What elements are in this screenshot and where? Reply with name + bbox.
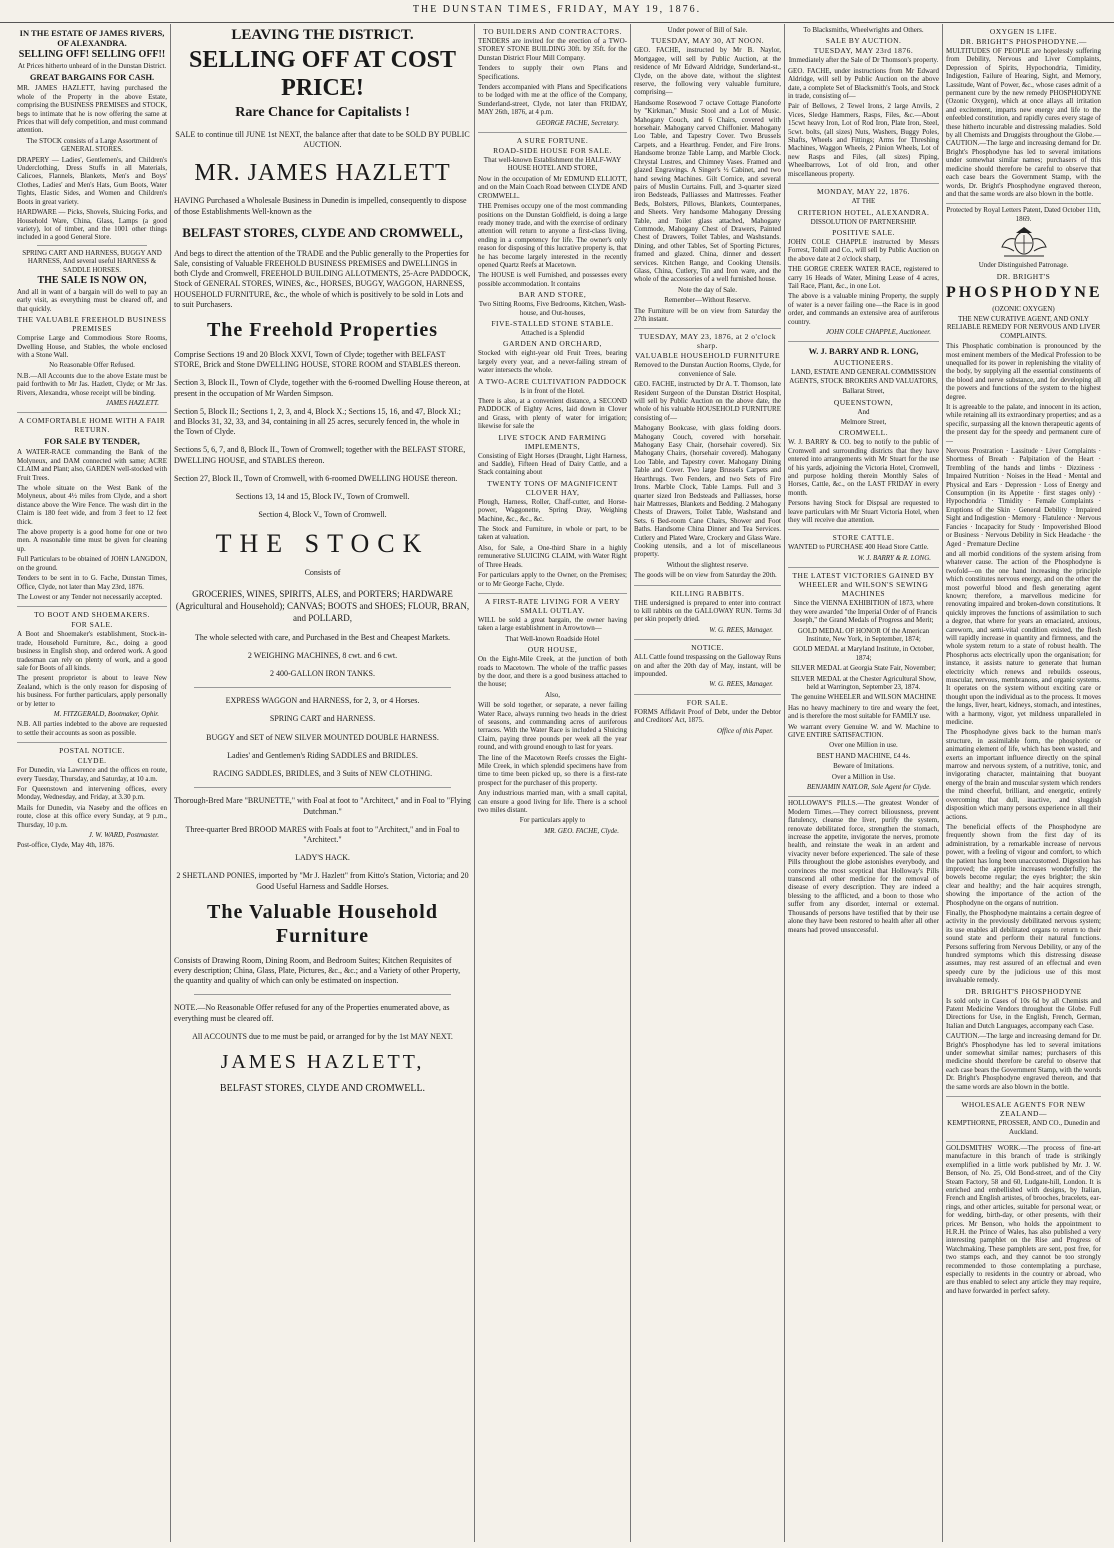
ad-text: AT THE [851, 197, 876, 206]
ad-subheading: VALUABLE HOUSEHOLD FURNITURE [634, 351, 781, 361]
ad-subheading: CLYDE. [77, 756, 107, 766]
ad-title: TUESDAY, MAY 23, 1876, at 2 o'clock sharp. [638, 332, 777, 351]
ad-text: GEO. FACHE, under instructions from Mr Edward Aldridge, will sell by Public Auction on the above date, a complete Set of Blacksmith's Tools, and Stock in trade, consisting of— [788, 66, 939, 101]
ad-text: Also, for Sale, a One-third Share in a highly remunerative SLUICING CLAIM, with Water Right of Three Heads. [478, 543, 627, 569]
boot-ad [17, 607, 167, 743]
ad-headline: THE STOCK [215, 529, 430, 559]
ad-text: HARDWARE — Picks, Shovels, Sluicing Forks, and Household Ware, China, Glass, Lamps (a good variety), lot of timber, and the 1001 other things included in a good General Store. [17, 208, 167, 242]
ad-text: The Stock and Furniture, in whole or part, to be taken at valuation. [478, 525, 627, 542]
ad-text: The above property is a good home for one or two men. A reasonable time must be given for cleaning up. [17, 528, 167, 553]
ad-title: NOTICE. [691, 643, 724, 653]
ad-title: MONDAY, MAY 22, 1876. [817, 187, 910, 197]
blacksmith-ad [788, 24, 939, 184]
ad-text: Thorough-Bred Mare "BRUNETTE," with Foal at foot to "Architect," and in Foal to "Flying Dutchman." [174, 796, 471, 816]
ad-text: N.B. All parties indebted to the above are requested to settle their accounts as soon as possible. [17, 720, 167, 737]
ad-title: THE LATEST VICTORIES GAINED BY WHEELER and WILSON'S SEWING MACHINES [792, 571, 935, 599]
ad-text: Pair of Bellows, 2 Tewel Irons, 2 large Anvils, 2 Vices, Sledge Hammers, Rasps, Files, &c.—About 15cwt heavy Iron, Lot of Rod Iron, Plate Iron, Steel, 5cwt. bolts, (all sizes) Nuts, Washers, Buggy Poles, Shafts, Wheels and Fittings; Arms for Threshing Machines, Waggon Wheels, 2 Pinion Wheels, Lot of new Rasps and Files, (all sizes) Piping, Wheelbarrows, Lot of old Iron, and other miscellaneous property. [788, 102, 939, 178]
our-house-ad [478, 594, 627, 840]
ad-text: MULTITUDES OF PEOPLE are hopelessly suffering from Debility, Nervous and Liver Complaints, Depression of Spirits, Hypochondria, Timidity, Indigestion, Failure of Hearing, Sight, and Memory, Lassitude, Want of Power, &c., whose cases admit of a permanent cure by the new remedy PHOSPHODYNE (Ozonic Oxygen), which at once allays all irritation and excitement, imparts new energy and life to the enfeebled constitution, and rapidly cures every stage of these hitherto incurable and distressing maladies. Sold by all Chemists and Druggists throughout the Globe.—CAUTION.—The large and increasing demand for Dr. Bright's Phosphodyne has led to several imitations under somewhat similar names; purchasers of this medicine should therefore be careful to observe that each case bears the Government Stamp, with the words, Dr. Bright's Phosphodyne engraved thereon, and that the same words are also blown in the bottle. [946, 47, 1101, 198]
ad-title: STORE CATTLE. [832, 533, 895, 543]
ad-text: W. J. BARRY & CO. beg to notify to the public of Cromwell and surrounding districts that they have entered into arrangements with Mr Stuart for the use of his yards, adjoining the Victoria Hotel, Cromwell, and purpose holding therein Monthly Sales of Horses, Cattle, &c., on the LAST FRIDAY in every month. [788, 438, 939, 497]
ad-text: The goods will be on view from Saturday the 20th. [634, 571, 777, 580]
ad-text: SALE to continue till JUNE 1st NEXT, the balance after that date to be SOLD BY PUBLIC AUCTION. [175, 130, 470, 150]
ad-text: Three-quarter Bred BROOD MARES with Foals at foot to "Architect," and in Foal to "Architect." [185, 824, 460, 844]
forms-ad [634, 695, 781, 740]
ad-title: WHOLESALE AGENTS FOR NEW ZEALAND— [961, 1100, 1086, 1119]
masthead: THE DUNSTAN TIMES, FRIDAY, MAY 19, 1876. [0, 0, 1114, 23]
barry-long-ad [788, 342, 939, 530]
ad-text: THE NEW CURATIVE AGENT, AND ONLY RELIABLE REMEDY FOR NERVOUS AND LIVER COMPLAINTS. [946, 314, 1101, 340]
ad-subheading: QUEENSTOWN, [833, 397, 894, 407]
ad-subheading: DR. BRIGHT'S PHOSPHODYNE [965, 986, 1082, 996]
ad-text: BEST HAND MACHINE, £4 4s. [816, 751, 911, 760]
postal-notice [17, 743, 167, 855]
ad-text: LAND, ESTATE AND GENERAL COMMISSION AGENTS, STOCK BROKERS AND VALUATORS, [789, 368, 938, 385]
ad-text: That well-known Establishment the HALF-WAY HOUSE HOTEL AND STORE, [483, 156, 622, 173]
ad-text: Mahogany Bookcase, with glass folding doors. Mahogany Couch, covered with horsehair. Mahogany Easy Chair, (horsehair covered). Six Mahogany Chairs, (horsehair covered). Mahogany Loo Table, and Tapestry cover. Mahogany Dining Table and Cover. Two large Brussels Carpets and Hearthrugs. Two Fenders, and two Sets of Fire Irons. Marble Clock, Table Lamps. Full and 3 quarter sized Iron Bedsteads and Palliasses, horse hair Mattresses, Blankets and Bedding. 2 Mahogany Chests of Drawers, Toilet Table, Washstand and Sets. 6 Bed-room Cane Chairs, Shower and Foot Baths. Handsome China Dinner and Tea Services. Cutlery and Plated Ware, Crockery and Glass Ware. Cooking utensils, and a lot of miscellaneous property. [634, 424, 781, 559]
ad-subheading: A TWO-ACRE CULTIVATION PADDOCK [478, 376, 627, 386]
ad-subheading: AUCTIONEERS. [833, 358, 894, 368]
ad-subheading: CRITERION HOTEL, ALEXANDRA. [797, 207, 930, 217]
ad-text: FORMS Affidavit Proof of Debt, under the Debtor and Creditors' Act, 1875. [634, 707, 781, 725]
ad-text: 2 SHETLAND PONIES, imported by "Mr J. Hazlett" from Kitto's Station, Victoria; and 20 Good Useful Harness and Saddle Horses. [176, 871, 469, 891]
ad-headline: MR. JAMES HAZLETT [194, 160, 451, 187]
ad-title: TO BUILDERS AND CONTRACTORS. [483, 27, 622, 36]
ad-subheading: FOR SALE. [71, 620, 113, 630]
ad-text: The genuine WHEELER and WILSON MACHINE [791, 693, 936, 702]
ad-text: Comprise Large and Commodious Store Rooms, Dwelling House, and Stables, the whole enclosed with a Stone Wall. [17, 334, 167, 359]
ad-signature: W. G. REES, Manager. [709, 680, 773, 689]
ad-text: Note the day of Sale. [678, 285, 737, 294]
ad-text: The STOCK consists of a Large Assortment of GENERAL STORES. [26, 136, 158, 154]
ad-text: RACING SADDLES, BRIDLES, and 3 Suits of NEW CLOTHING. [212, 769, 433, 779]
ad-title: FOR SALE. [686, 697, 729, 707]
ad-title: A COMFORTABLE HOME WITH A FAIR RETURN. [18, 416, 166, 435]
ad-text: Mails for Dunedin, via Naseby and the offices en route, close at this office every Sunday, at 9 p.m., Thursday, 10 p.m. [17, 803, 167, 829]
column-1 [14, 24, 170, 1542]
column-4 [630, 24, 784, 1542]
ad-text: Is in front of the Hotel. [520, 386, 585, 395]
ad-text: Remember—Without Reserve. [664, 296, 751, 305]
ad-subheading: OUR HOUSE, [527, 645, 578, 655]
ad-subheading: LIVE STOCK AND FARMING IMPLEMENTS, [498, 432, 607, 451]
ad-text: And begs to direct the attention of the TRADE and the Public generally to the Properties for Sale, consisting of Valuable FREEHOLD BUSINESS PREMISES and DWELLINGS in both Clyde and Cromwell, FREEHOLD BUILDING ALLOTMENTS, 25-Acre PADDOCK, Stock of GENERAL STORES, WINES, &c., HORSES, BUGGY, WAGGON, HARNESS, HOUSEHOLD FURNITURE, &c., the whole of which is positively to be sold in Lots and to suit Purchasers. [174, 248, 471, 309]
ad-text: And [857, 407, 870, 416]
ad-text: A Boot and Shoemaker's establishment, Stock-in-trade, Household Furniture, &c., doing a good business in English shop, and ordered work. A good tradesman can rely on plenty of work, and a good sale for Boots of all kinds. [17, 630, 167, 672]
ad-subheading: GARDEN AND ORCHARD, [503, 339, 602, 349]
ad-text: CAUTION.—The large and increasing demand for Dr. Bright's Phosphodyne has led to several imitations under somewhat similar names; purchasers of this medicine should therefore be careful to observe that each case bears the Government Stamp, with the words Dr. Bright's Phosphodyne engraved thereon, and that the same words are also blown in the bottle. [946, 1032, 1101, 1091]
ad-signature: W. G. REES, Manager. [709, 625, 773, 634]
ad-headline: BELFAST STORES, CLYDE AND CROMWELL, [182, 224, 463, 240]
ad-signature: Office of this Paper. [717, 726, 773, 735]
ad-text: WILL be sold a great bargain, the owner having taken a large establishment in Arrowtown— [478, 615, 627, 633]
ad-subheading: THE VALUABLE FREEHOLD BUSINESS PREMISES [17, 315, 167, 334]
ad-subheading: CROMWELL. [838, 428, 889, 438]
holloway-ad [788, 797, 939, 939]
ad-title: KILLING RABBITS. [670, 588, 745, 598]
ad-text: Full Particulars to be obtained of JOHN LANGDON, on the ground. [17, 555, 167, 572]
ad-text: Immediately after the Sale of Dr Thomson's property. [788, 56, 939, 65]
ad-text: Section 5, Block II.; Sections 1, 2, 3, and 4, Block X.; Sections 15, 16, and 47, Block XI.; and Blocks 31, 32, 33, and 34, containing in all 25 acres, securely fenced in, the whole in the Town of Clyde. [174, 406, 461, 437]
ad-text: Tenders accompanied with Plans and Specifications to be lodged with me at the office of the Company, Sunderland-street, Clyde, not later than FRIDAY, MAY 26th, 1876, at 4 p.m. [478, 83, 627, 117]
ad-text: SPRING CART and HARNESS. [269, 714, 376, 724]
ad-text: Consisting of Eight Horses (Draught, Light Harness, and Saddle), Fifteen Head of Dairy Cattle, and a Stack containing about [478, 451, 627, 477]
store-cattle-ad [788, 530, 939, 568]
ad-text: Sections 5, 6, 7, and 8, Block II., Town of Cromwell; together with the BELFAST STORE, DWELLING HOUSE, and STABLES thereon. [174, 445, 466, 465]
ad-subheading: BAR AND STORE, [518, 290, 587, 300]
ad-text: On the Eight-Mile Creek, at the junction of both roads to Macetown. The whole of the traffic passes by the door, and there is a good business attached to the house; [478, 655, 627, 689]
ad-text: The whole selected with care, and Purchased in the Best and Cheapest Markets. [194, 632, 451, 642]
ad-signature: GEORGE FACHE, Secretary. [536, 118, 619, 127]
ad-headline: Rare Chance for Capitalists ! [235, 105, 410, 120]
criterion-ad [788, 184, 939, 342]
ad-text: The beneficial effects of the Phosphodyne are frequently shown from the first day of its administration, by a remarkable increase of nervous power, with a feeling of vigour and comfort, to which the patient has long been unaccustomed. Digestion has improved; the appetite increases wonderfully; the bowels become regular; the eyes brighter; the skin clear and healthy; and the hair acquires strength, showing the importance of the action of the Phosphodyne on the organs of nutrition. [946, 822, 1101, 907]
ad-text: For Queenstown and intervening offices, every Monday, Wednesday, and Friday, at 3.30 p.m. [17, 785, 167, 802]
ad-text: GOLD MEDAL OF HONOR Of the American Institute, New York, in September, 1874; [797, 626, 930, 643]
ad-signature: J. W. WARD, Postmaster. [88, 831, 159, 840]
ad-text: The Furniture will be on view from Saturday the 27th instant. [634, 306, 781, 323]
ad-title: W. J. BARRY AND R. LONG, [808, 346, 919, 357]
ad-text: For particulars apply to [519, 816, 586, 825]
ad-text: THE Premises occupy one of the most commanding positions on the Dunstan Goldfield, is doing a large ready money trade, and with the exercise of ordinary attention will return to anyone a first-class living, ending in a competency for life. The owner's only reason for disposing of this lucrative property is, that he has become largely interested in the recently opened Quartz Reefs at Macetown. [478, 202, 627, 269]
phosphodyne-main-ad [946, 204, 1101, 1097]
ad-text: N.B.—All Accounts due to the above Estate must be paid forthwith to Mr Jas. Hazlett, Clyde; or Mr Jas. Rivers, Alexandra, whose receipt will be binding. [17, 371, 167, 397]
ad-text: Consists of Drawing Room, Dining Room, and Bedroom Suites; Kitchen Requisites of every description; China, Glass, Plate, Pictures, &c., &c.; and a Variety of other Property, the quantity and quality of which can only be estimated on inspection. [174, 955, 461, 986]
column-3 [474, 24, 630, 1542]
ad-title: LEAVING THE DISTRICT. [231, 27, 414, 43]
ad-text: Plough, Harness, Roller, Chaff-cutter, and Horse-power, Waggonette, Spring Dray, Weighing Machine, &c., &c., &c. [478, 497, 627, 523]
wheeler-wilson-ad [788, 568, 939, 797]
ad-text: There is also, at a convenient distance, a SECOND PADDOCK of Eighty Acres, laid down in Clover and Grass, with plenty of water for irrigation; likewise for sale the [478, 397, 627, 431]
ad-signature: JAMES HAZLETT. [105, 399, 159, 407]
royal-crest-icon [994, 225, 1054, 259]
ad-text: WANTED to PURCHASE 400 Head Store Cattle. [788, 543, 929, 552]
ad-text: BUGGY and SET of NEW SILVER MOUNTED DOUBLE HARNESS. [206, 732, 439, 742]
ad-text: THE GORGE CREEK WATER RACE, registered to carry 16 Heads of Water, Mining Lease of 4 acres, Tail Race, Plant, &c., in one Lot. [788, 265, 939, 290]
ad-text: The Lowest or any Tender not necessarily accepted. [17, 592, 163, 601]
ad-text: GROCERIES, WINES, SPIRITS, ALES, and PORTERS; HARDWARE (Agricultural and Household); CANVAS; BOOTS and SHOES; FLOUR, BRAN, and POLLARD, [175, 588, 470, 623]
phosphodyne-ad [946, 24, 1101, 204]
ad-text: At Prices hitherto unheard of in the Dunstan District. [17, 62, 167, 70]
ad-text: The line of the Macetown Reefs crosses the Eight-Mile Creek, in which splendid specimens have from time to time been picked up, so there is a first-rate prospect for the purchaser of this property. [478, 753, 627, 787]
ad-text: Beware of Imitations. [833, 762, 894, 771]
ad-text: JOHN COLE CHAPPLE instructed by Messrs Forrest, Tohill and Co., will sell by Public Auction on the above date at 2 o'clock sharp, [788, 237, 939, 263]
ad-text: DISSOLUTION OF PARTNERSHIP. [810, 217, 917, 226]
ad-headline: PHOSPHODYNE [946, 283, 1103, 301]
ad-text: For Dunedin, via Lawrence and the offices en route, every Tuesday, Thursday, and Saturday, at 10 a.m. [17, 766, 167, 783]
ad-text: Comprise Sections 19 and 20 Block XXVI, Town of Clyde; together with BELFAST STORE, Brick and Stone DWELLING HOUSE, STORE ROOM and STABLES thereon. [174, 350, 461, 370]
ad-text: The whole situate on the West Bank of the Molyneux, about 4½ miles from Clyde, and a short distance above the Wire Fence. The wash dirt in the Claim is 180 feet wide, and from 3 feet to 12 feet thick. [17, 484, 167, 526]
ad-subheading: DR. BRIGHT'S PHOSPHODYNE.— [960, 37, 1087, 46]
ad-title: POSTAL NOTICE. [59, 746, 125, 756]
ad-text: The Phosphodyne gives back to the human man's structure, in assimilable form, the phosphoric or animating element of life, which has been wasted, and exerts an important influence directly on the spinal marrow and nervous system, of a nutritive, tonic, and invigorating character, maintaining that buoyant energy of the brain and muscular system which renders the mind cheerful, brilliant, and energetic, entirely overcoming that dull, inactive, and sluggish disposition which many persons experience in all their actions. [946, 728, 1101, 821]
ad-title: SALE BY AUCTION. [825, 36, 902, 46]
ad-text: Sections 13, 14 and 15, Block IV., Town of Cromwell. [235, 492, 410, 502]
ad-text: Melmore Street, [840, 418, 887, 426]
ad-signature: MR. GEO. FACHE, Clyde. [544, 826, 619, 835]
ad-text: KEMPTHORNE, PROSSER, AND CO., Dunedin and Auckland. [947, 1119, 1100, 1136]
ad-text: Without the slightest reserve. [666, 560, 749, 569]
ad-headline: SELLING OFF AT COST PRICE! [189, 47, 456, 101]
ad-text: Attached is a Splendid [520, 328, 585, 337]
ad-text: Section 3, Block II., Town of Clyde, together with the 6-roomed Dwelling House thereon, at present in the occupation of Mr Warden Simpson. [174, 378, 470, 398]
ad-headline: The Valuable Household Furniture [207, 900, 438, 947]
ad-text: GOLDSMITHS' WORK.—The process of fine-art manufacture in this branch of trade is strikingly exemplified in a little work published by Mr. J. W. Benson, of No. 25, Old Bond-street, and of the City Steam Factory, 58 and 60, Ludgate-hill, London. It is enriched and embellished with designs, by Italian, French and English artistes, of brooches, bracelets, ear-rings, and other articles, suitable for personal wear, or for wedding, birth-day, or other presents, with their prices. Mr Benson, who holds the appointment to H.R.H. the Prince of Wales, has also published a very interesting pamphlet on the Rise and Progress of Watchmaking. These pamphlets are sent, post free, for two stamps each, and they cannot be too strongly recommended to those contemplating a purchase, especially to residents in the country or abroad, who are thus enabled to select any article they may require, and have forwarded in perfect safety. [946, 1143, 1101, 1295]
ad-title: A SURE FORTUNE. [516, 136, 589, 146]
ad-text: NOTE.—No Reasonable Offer refused for any of the Properties enumerated above, as everything must be cleared off. [174, 1003, 450, 1023]
ad-title: TO BOOT AND SHOEMAKERS. [34, 610, 150, 620]
ad-headline: THE SALE IS NOW ON, [37, 274, 147, 286]
ad-signature: BENJAMIN NAYLOR, Sole Agent for Clyde. [806, 783, 931, 791]
ad-text: That Well-known Roadside Hotel [505, 634, 600, 643]
ad-text: It is agreeable to the palate, and innocent in its action, while retaining all its extraordinary properties; and as a specific, surpassing all the known therapeutic agents of the present day for the speedy and permanent cure of— [946, 403, 1101, 445]
ad-text: 2 400-GALLON IRON TANKS. [270, 669, 375, 679]
ad-text: Stocked with eight-year old Fruit Trees, bearing largely every year, and a never-failing stream of water intersects the whole. [478, 349, 627, 375]
rivers-estate-ad [17, 24, 167, 413]
ad-text: For particulars apply to the Owner, on the Premises; or to Mr George Fache, Clyde. [478, 571, 627, 588]
ad-text: Removed to the Dunstan Auction Rooms, Clyde, for convenience of Sale. [634, 361, 781, 378]
ad-text: Consists of [304, 568, 341, 578]
ad-text: Ladies' and Gentlemen's Riding SADDLES and BRIDLES. [227, 750, 418, 760]
ad-subheading: TUESDAY, MAY 23rd 1876. [813, 46, 914, 56]
ad-text: Section 4, Block V., Town of Cromwell. [258, 510, 387, 520]
ad-signature: W. J. BARRY & R. LONG. [857, 553, 931, 562]
ad-text: Under power of Bill of Sale. [667, 26, 748, 34]
ad-text: LADY'S HACK. [295, 853, 350, 863]
ad-text: Tenders to be sent in to G. Fache, Dunstan Times, Office, Clyde, not later than May 23rd, 1876. [17, 574, 167, 591]
ad-headline: The Freehold Properties [206, 319, 439, 342]
ad-signature: BELFAST STORES, CLYDE AND CROMWELL. [219, 1082, 426, 1094]
ad-text: TENDERS are invited for the erection of a TWO-STOREY STONE BUILDING 30ft. by 35ft. for the Dunstan District Flour Mill Company. [478, 37, 627, 62]
ad-subheading: DR. BRIGHT'S [996, 271, 1051, 281]
ad-text: The present proprietor is about to leave New Zealand, which is the only reason for disposing of his business. For further particulars, apply personally or by letter to [17, 674, 167, 708]
ad-signature: JAMES HAZLETT, [220, 1050, 425, 1073]
ad-signature: M. FITZGERALD, Bootmaker, Ophir. [53, 709, 159, 718]
column-2 [170, 24, 474, 1542]
ad-subheading: ROAD-SIDE HOUSE FOR SALE. [493, 146, 612, 156]
ad-text: DRAPERY — Ladies', Gentlemen's, and Children's Underclothing, Dress Stuffs in all Materials, Calicoes, Flannels, Blankets, Men's and Boys' Clothes, Ladies' and Men's Hats, Gum Boots, Water Tights, Elastic Sides, and Women and Children's Boots in great variety. [17, 155, 167, 206]
ad-text: (OZONIC OXYGEN) [992, 304, 1055, 313]
ad-text: Has no heavy machinery to tire and weary the feet, and is therefore the most suitable for FAMILY use. [788, 703, 939, 721]
naylor-sale-ad [634, 24, 781, 329]
ad-text: SILVER MEDAL at Georgia State Fair, November; [791, 664, 936, 673]
ad-text: Over a Million in Use. [831, 772, 896, 781]
rabbits-ad [634, 586, 781, 641]
ad-text: Two Sitting Rooms, Five Bedrooms, Kitchen, Wash-house, and Out-houses, [478, 300, 627, 317]
ad-text: Now in the occupation of Mr EDMUND ELLIOTT, and on the Main Coach Road between CLYDE AND CROMWELL. [478, 174, 627, 200]
ad-title: TUESDAY, MAY 30, AT NOON. [650, 36, 765, 46]
ad-text: Finally, the Phosphodyne maintains a certain degree of activity in the previously debilitated nervous system; its use enables all debilitated organs to return to their sound state and perform their natural functions. Persons suffering from Nervous Debility, or any of the hundred symptoms which this distressing disease assumes, may rest assured of an effectual and even speedy cure by the judicious use of this most invaluable remedy. [946, 908, 1101, 985]
thomson-sale-ad [634, 329, 781, 585]
ad-headline: GREAT BARGAINS FOR CASH. [29, 72, 155, 83]
ad-text: Nervous Prostration · Lassitude · Liver Complaints · Shortness of Breath · Palpitation of the Heart · Trembling of the hands and limbs · Dizziness · Impaired Nutrition · Noises in the Head · Mental and Physical and Ears · Depression · Loss of Energy and Consumption (in its Appetite · first stages only) · Hypochondria · Timidity · Female Complaints · Eruptions of the Skin · General Debility · Impaired Sight and Indigestion · Memory · Flatulence · Nervous Fancies · Incapacity for Study · Impoverished Blood or Business · Nervous Debility in Sick Headache · the Aged · Premature Decline [946, 447, 1101, 548]
ad-headline: SELLING OFF! SELLING OFF!! [18, 49, 166, 60]
ad-subheading: POSITIVE SALE. [832, 227, 895, 237]
ad-title: IN THE ESTATE OF JAMES RIVERS, OF ALEXANDRA. [19, 28, 165, 48]
ad-text: Post-office, Clyde, May 4th, 1876. [17, 841, 115, 850]
ad-text: Is sold only in Cases of 10s 6d by all Chemists and Patent Medicine Vendors throughout the Globe. Full Directions for Use, in the English, French, German, Italian and Dutch Languages, accompany each Case. [946, 996, 1101, 1030]
ad-text: ALL Cattle found trespassing on the Galloway Runs on and after the 20th day of May, instant, will be impounded. [634, 653, 781, 678]
ad-text: This Phosphatic combination is pronounced by the most eminent members of the Medical Profession to be unequalled for its power in replenishing the vitality of the body, by supplying all the essential constituents of the blood and nerve substance, and for developing all the powers and functions of the system to the highest degree. [946, 342, 1101, 401]
ad-text: HAVING Purchased a Wholesale Business in Dunedin is impelled, consequently to dispose of those Establishments Well-known as the [174, 196, 467, 216]
ad-text: GEO. FACHE, instructed by Mr B. Naylor, Mortgagee, will sell by Public Auction, at the residence of Mr Edward Aldridge, Sunderland-st., Clyde, on the above date, without the slightest reserve, the following very valuable furniture, comprising— [634, 46, 781, 97]
ad-text: Also, [545, 690, 560, 699]
wholesale-agents [946, 1097, 1101, 1142]
ad-text: HOLLOWAY'S PILLS.—The greatest Wonder of Modern Times.—They correct biliousness, prevent flatulency, cleanse the liver, purify the system, renovate debilitated force, strengthen the stomach, increase the appetite, invigorate the nerves, promote health, and reinstate the weak in an ardent and vivacity never before experienced. The sale of these Pills throughout the globe astonishes everybody, and convinces the most sceptical that Holloway's Pills transcend all other medicine for the removal of disease of every description. They are indeed a blessing to the afflicted, and a boon to those who suffer from any disorder, internal or external. Thousands of persons have testified that by their use alone they have been restored to health after all other means had proved unsuccessful. [788, 799, 939, 934]
ad-text: and all morbid conditions of the system arising from whatever cause. The action of the Phosphodyne is twofold—on the one hand increasing the principle which constitutes nervous energy, and on the other the most powerful blood and flesh generating agent known; therefore, a marvellous medicine for renovating impaired and broken-down constitutions. It quickly improves the functions of assimilation to such a degree, that where for years an emaciated, anxious, careworn, and semi-vital condition existed, the flesh will rapidly increase in quantity and firmness, and the whole system return to a state of robust health. The Phosphorus acts electrically upon the organisation; for instance, it assists nature to generate that human electricity which renews and rebuilds osseous, muscular, nervous, membranous, and organic systems. It operates on the system without exciting care or thought upon the individual as to the process. It moves the lungs, liver, heart, kidneys, stomach, and intestines, with a harmony, vigor, yet mildness unparalleled in medicine. [946, 549, 1101, 727]
ad-text: No Reasonable Offer Refused. [49, 361, 135, 370]
ad-headline: FOR SALE BY TENDER, [44, 436, 140, 447]
ad-text: We warrant every Genuine W. and W. Machine to GIVE ENTIRE SATISFACTION. [788, 722, 939, 739]
ad-text: And all in want of a bargain will do well to pay an early visit, as everything must be cleared off, and that quickly. [17, 287, 167, 313]
ad-text: SPRING CART AND HARNESS, BUGGY AND HARNESS, And several useful HARNESS & SADDLE HORSES. [22, 248, 162, 274]
ad-text: Ballarat Street, [842, 387, 885, 396]
tender-ad [17, 413, 167, 607]
ad-text: EXPRESS WAGGON and HARNESS, for 2, 3, or 4 Horses. [225, 696, 420, 706]
cattle-notice [634, 640, 781, 695]
ad-text: SILVER MEDAL at the Chester Agricultural Show, held at Warrington, September 23, 1874. [790, 674, 937, 691]
ad-text: 2 WEIGHING MACHINES, 8 cwt. and 6 cwt. [247, 650, 398, 660]
ad-subheading: FIVE-STALLED STONE STABLE. [491, 318, 614, 328]
ad-signature: JOHN COLE CHAPPLE, Auctioneer. [825, 327, 931, 336]
ad-text: GOLD MEDAL at Maryland Institute, in October, 1874; [793, 645, 934, 662]
ad-text: THE undersigned is prepared to enter into contract to kill rabbits on the GALLOWAY RUN. Terms 3d per skin properly dried. [634, 598, 781, 624]
ad-text: MR. JAMES HAZLETT, having purchased the whole of the Property in the above Estate, comprising the BUSINESS PREMISES and STOCK, begs to intimate that he is now offering the same at Prices that will defy competition, and must command attention. [17, 84, 167, 135]
ad-text: Since the VIENNA EXHIBITION of 1873, where they were awarded "the Imperial Order of of Francis Joseph," the Grand Medals of Progress and Merit; [789, 599, 938, 625]
ad-text: Persons having Stock for Dispsal are requested to leave particulars with Mr Stuart Victoria Hotel, when they will receive due attention. [788, 499, 939, 525]
ad-title: OXYGEN IS LIFE. [989, 27, 1058, 36]
ad-text: Under Distinguished Patronage. [978, 261, 1069, 270]
ad-text: All ACCOUNTS due to me must be paid, or arranged for by the 1st MAY NEXT. [192, 1031, 453, 1041]
ad-text: Will be sold together, or separate, a never failing Water Race, always running two heads in the driest of seasons, and commanding acres of auriferous terraces. With the Water Race is included a Sluicing Claim, paying three pounds per week all the year round, and with ground enough to last for years. [478, 701, 627, 752]
column-6 [942, 24, 1104, 1542]
ad-text: The HOUSE is well Furnished, and possesses every possible accommodation. It contains [478, 271, 627, 288]
ad-text: Over one Million in use. [829, 741, 898, 750]
ad-text: Section 27, Block II., Town of Cromwell, with 6-roomed DWELLING HOUSE thereon. [174, 473, 458, 483]
roadside-ad [478, 133, 627, 594]
goldsmiths-ad [946, 1142, 1101, 1300]
ad-title: A FIRST-RATE LIVING FOR A VERY SMALL OUTLAY. [484, 596, 621, 615]
ad-text: Tenders to supply their own Plans and Specifications. [478, 64, 627, 81]
column-5 [784, 24, 942, 1542]
ad-text: The above is a valuable mining Property, the supply of water is a never failing one—the Race is in good order, and commands an extensive area of auriferous country. [788, 292, 939, 326]
ad-text: A WATER-RACE commanding the Bank of the Molyneux, and DAM connected with same; ACRE CLAIM and Plant; also, GARDEN well-stocked with Fruit Trees. [17, 448, 167, 482]
builders-ad [478, 24, 627, 133]
ad-text: Protected by Royal Letters Patent, Dated October 11th, 1869. [946, 206, 1101, 223]
ad-text: To Blacksmiths, Wheelwrights and Others. [803, 26, 924, 34]
ad-subheading: TWENTY TONS OF MAGNIFICENT CLOVER HAY, [487, 478, 618, 497]
ad-text: Handsome Rosewood 7 octave Cottage Pianoforte by "Kirkman," Music Stool and a Lot of Music. Mahogany Couch, and 6 Chairs, covered with horsehair. Mahogany carved Chiffonier. Mahogany Loo Table, and Tapestry Cover. Two Brussels Carpets, and a Hearthrug. Fender, and Fire Irons. Handsome bronze Table Lamp, and Marble Clock. Chrystal Lustres, and Chimney Vases. Framed and glazed Engravings. A Singer's ½ Cabinet, and two hand sewing Machines. Gilt Cornice, and several pairs of Muslin Curtains. Full, and 3-quarter sized iron Bedsteads, Palliasses and Mattresses. Feather Beds, Bolsters, Pillows, Blankets, Counterpanes, and Sheets. Very handsome Mahogany Dressing Table, and Toilet glass attached, Mahogany Commode, Mahogany Chest of Drawers, Painted Chest of Drawers, Toilet Tables, and Washstands. Dining, and other Tables, Set of Sporting Pictures, framed and glazed. China, dinner and dessert services. Kitchen Range, and Cooking Utensils. Glass, China, Cutlery, Tin and Iron ware, and the whole of the accessories of a well furnished house. [634, 98, 781, 284]
ad-text: GEO. FACHE, instructed by Dr A. T. Thomson, late Resident Surgeon of the Dunstan District Hospital, will sell by Public Auction on the above date, the whole of his valuable HOUSEHOLD FURNITURE consisting of— [634, 380, 781, 422]
ad-text: Any industrious married man, with a small capital, can ensure a good living for life. There is a school two miles distant. [478, 789, 627, 815]
